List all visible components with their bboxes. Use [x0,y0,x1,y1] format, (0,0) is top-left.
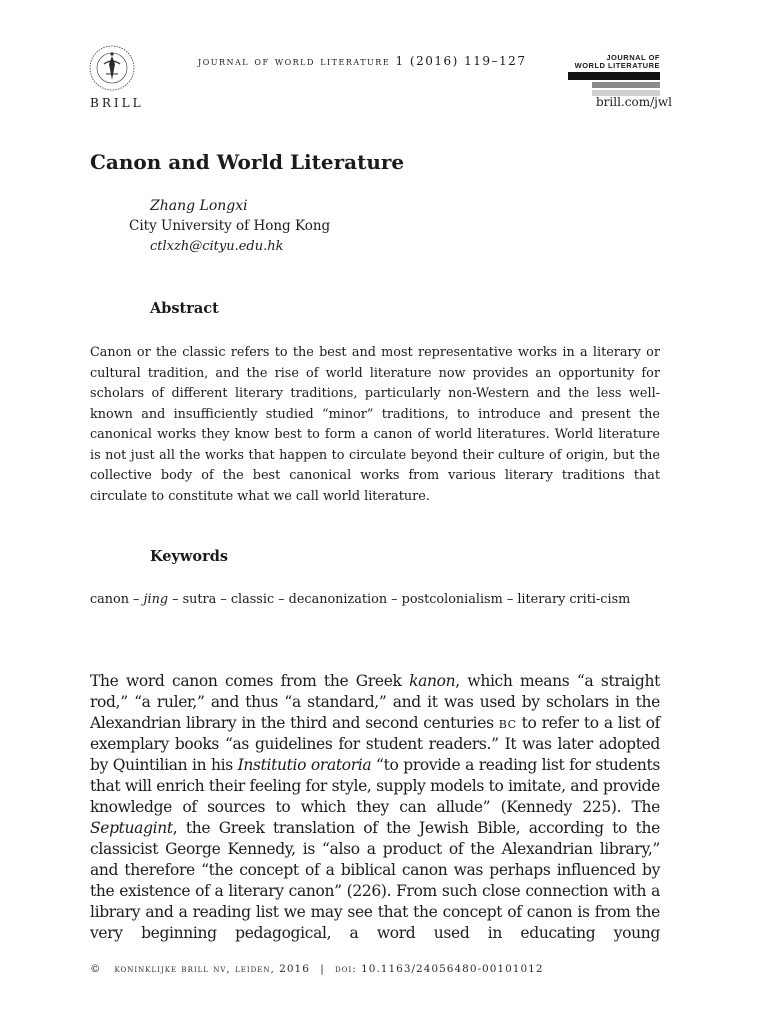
author-name: Zhang Longxi [150,198,248,214]
page-footer [90,963,544,975]
body-text-run: , which means “a straight rod,” “a ruler,” and thus “a standard,” and it was used by scholars in the Alexandrian library in the third and second centuries [90,672,660,732]
author-email-link[interactable]: ctlxzh@cityu.edu.hk [150,239,284,254]
keyword: decanonization [288,592,388,607]
keyword-separator: – [274,592,289,607]
body-text-run: “to provide a reading list for students that will enrich their feeling for style, supply models to imitate, and provide knowledge of sources to which they can allude” (Kennedy 225). The [90,756,661,816]
article-title: Canon and World Literature [90,150,405,174]
brill-seal-logo [84,42,140,98]
abstract-text: Canon or the classic refers to the best and most representative works in a literary or cultural tradition, and the rise of world literature now provides an opportunity for scholars of different literary traditions, particularly non-Western and the less well-known and insufficiently studied “minor” traditions, to introduce and present the canonical works they know best to form a canon of world literatures. World literature is not just all the works that happen to circulate beyond their culture of origin, but the collective body of the best canonical works from various literary traditions that circulate to constitute what we call world literature. [90,345,660,504]
keyword: canon [90,592,129,607]
keyword-separator: – [502,592,518,607]
body-italic-term: Institutio oratoria [237,756,372,774]
footer-separator: | [320,963,325,975]
body-paragraph [90,671,660,944]
body-smallcaps-term: bc [498,714,517,732]
keyword: jing [143,592,169,607]
keyword: literary criti-cism [517,592,631,607]
copyright-symbol: © [90,963,102,975]
footer-publisher: koninklijke brill nv, leiden, 2016 [114,963,310,975]
body-text-run: to refer to a list of exemplary books “as guidelines for student readers.” It was later adopted by Quintilian in his [90,714,661,774]
author-affiliation: City University of Hong Kong [129,218,331,234]
journal-logo-bar-mid [592,82,660,88]
publisher-name: BRILL [90,96,144,110]
keywords-heading: Keywords [150,548,229,565]
journal-logo-line1: JOURNAL OF [606,53,660,62]
journal-logo-line2: WORLD LITERATURE [574,61,660,70]
body-text-run: The word canon comes from the Greek [90,672,410,690]
body-italic-term: Septuagint [90,819,173,837]
keyword-separator: – [216,592,231,607]
keyword-separator: – [168,592,183,607]
body-text-run: , the Greek translation of the Jewish Bible, according to the classicist George Kennedy, is “also a product of the Alexandrian library,” and therefore “the concept of a biblical canon was perhaps influenced by the existence of a literary canon” (226). From such close connection with a library and a reading list we may see that the concept of canon is from the very beginning pedagogical, a word used in educating young [90,819,660,942]
keyword-separator: – [128,592,144,607]
keyword: postcolonialism [401,592,503,607]
journal-logo-bar-dark [568,72,660,80]
abstract-heading: Abstract [150,300,219,317]
keyword-separator: – [387,592,402,607]
footer-doi-link[interactable]: doi: 10.1163/24056480-00101012 [335,963,544,975]
journal-logo [568,54,660,100]
journal-citation: journal of world literature 1 (2016) 119–127 [198,54,527,68]
keyword: sutra [182,592,217,607]
keywords-list [90,590,660,610]
journal-site-link[interactable]: brill.com/jwl [596,95,672,109]
keyword: classic [230,592,275,607]
body-italic-term: kanon [409,672,456,690]
